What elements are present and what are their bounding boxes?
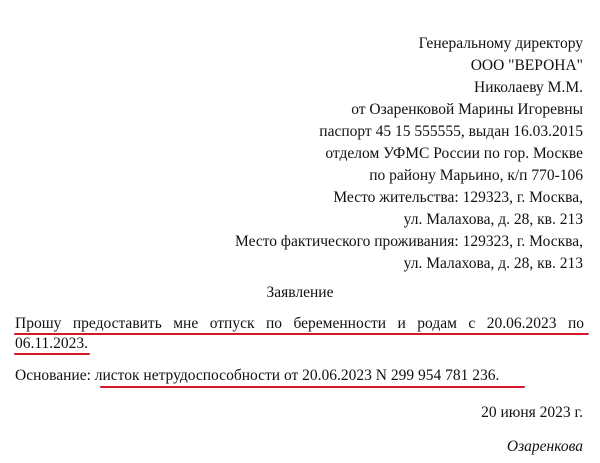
request-text-line-1: Прошу предоставить мне отпуск по беременности и родам с 20.06.2023 по [15,315,584,332]
company-name: ООО "ВЕРОНА" [470,57,583,74]
request-underline-2 [14,353,90,355]
addressee-title: Генеральному директору [418,35,583,52]
residence-line-1: Место жительства: 129323, г. Москва, [333,189,583,206]
document-title: Заявление [266,284,334,301]
passport-issuer-line-1: отделом УФМС России по гор. Москве [325,145,583,162]
actual-residence-line-2: ул. Малахова, д. 28, кв. 213 [403,255,583,272]
document-date: 20 июня 2023 г. [481,404,583,421]
passport-issuer-line-2: по району Марьино, к/п 770-106 [369,167,583,184]
basis-underline [100,386,525,388]
signature: Озаренкова [506,438,583,455]
request-text-line-2: 06.11.2023. [15,335,89,352]
request-underline-1 [14,333,589,335]
actual-residence-line-1: Место фактического проживания: 129323, г. Москва, [235,233,583,250]
basis-text: Основание: листок нетрудоспособности от 20.06.2023 N 299 954 781 236. [15,367,500,384]
residence-line-2: ул. Малахова, д. 28, кв. 213 [403,211,583,228]
director-name: Николаеву М.М. [474,79,583,96]
sender-name: от Озаренковой Марины Игоревны [351,101,583,118]
passport-info: паспорт 45 15 555555, выдан 16.03.2015 [319,123,583,140]
